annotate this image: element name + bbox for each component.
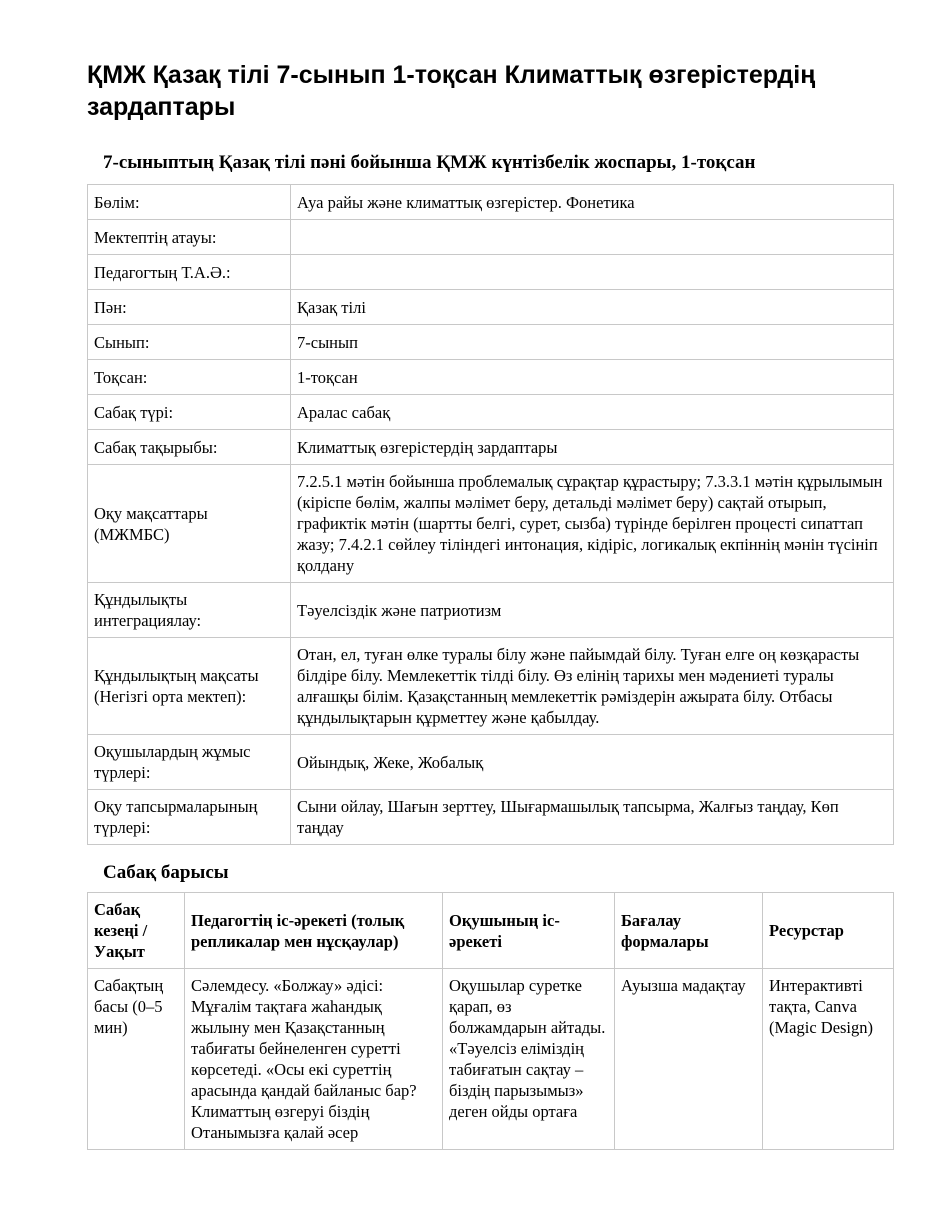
info-label: Құндылықтың мақсаты (Негізгі орта мектеп): <box>88 638 291 735</box>
table-cell: Оқушылар суретке қарап, өз болжамдарын айтады. «Тәуелсіз еліміздің табиғатын сақтау – біздің парызымыз» деген ойды ортаға <box>443 969 615 1150</box>
info-row <box>88 790 894 845</box>
info-value: Климаттық өзгерістердің зардаптары <box>291 430 894 465</box>
info-value: 7-сынып <box>291 325 894 360</box>
info-row <box>88 638 894 735</box>
document-page <box>87 0 893 1150</box>
column-header: Педагогтің іс-әрекеті (толық репликалар мен нұсқаулар) <box>185 893 443 969</box>
lesson-info-table <box>87 184 894 845</box>
plan-heading: 7-сыныптың Қазақ тілі пәні бойынша ҚМЖ күнтізбелік жоспары, 1-тоқсан <box>103 152 756 173</box>
info-value: Аралас сабақ <box>291 395 894 430</box>
info-value: Ауа райы және климаттық өзгерістер. Фонетика <box>291 185 894 220</box>
info-label: Сабақ тақырыбы: <box>88 430 291 465</box>
info-value: Тәуелсіздік және патриотизм <box>291 583 894 638</box>
info-label: Бөлім: <box>88 185 291 220</box>
info-row <box>88 185 894 220</box>
table-cell: Интерактивті тақта, Canva (Magic Design) <box>763 969 894 1150</box>
info-value: 7.2.5.1 мәтін бойынша проблемалық сұрақтар құрастыру; 7.3.3.1 мәтін құрылымын (кіріспе бөлім, жалпы мәлімет беру, детальді мәлімет беру) сақтай отырып, графиктік мәтін (шартты белгі, сурет, сызба) түрінде берілген процесті сипаттап жазу; 7.4.2.1 сөйлеу тіліндегі интонация, кідіріс, логикалық екпіннің мәнін түсініп қолдану <box>291 465 894 583</box>
info-row <box>88 360 894 395</box>
lesson-flow-heading: Сабақ барысы <box>103 862 229 883</box>
info-value: Ойындық, Жеке, Жобалық <box>291 735 894 790</box>
info-label: Құндылықты интеграциялау: <box>88 583 291 638</box>
info-label: Пән: <box>88 290 291 325</box>
info-label: Сынып: <box>88 325 291 360</box>
info-label: Педагогтың Т.А.Ә.: <box>88 255 291 290</box>
info-label: Тоқсан: <box>88 360 291 395</box>
lesson-flow-table <box>87 892 894 1150</box>
info-row <box>88 325 894 360</box>
info-row <box>88 290 894 325</box>
info-value: Қазақ тілі <box>291 290 894 325</box>
info-label: Оқу тапсырмаларының түрлері: <box>88 790 291 845</box>
document-title: ҚМЖ Қазақ тілі 7-сынып 1-тоқсан Климаттық өзгерістердің зардаптары <box>87 61 816 121</box>
table-cell: Ауызша мадақтау <box>615 969 763 1150</box>
info-label: Оқу мақсаттары (МЖМБС) <box>88 465 291 583</box>
info-row <box>88 255 894 290</box>
info-row <box>88 430 894 465</box>
table-cell: Сабақтың басы (0–5 мин) <box>88 969 185 1150</box>
table-cell: Сәлемдесу. «Болжау» әдісі: Мұғалім тақтаға жаһандық жылыну мен Қазақстанның табиғаты бейнеленген суретті көрсетеді. «Осы екі суреттің арасында қандай байланыс бар? Климаттың өзгеруі біздің Отанымызға қалай әсер <box>185 969 443 1150</box>
info-value: Отан, ел, туған өлке туралы білу және пайымдай білу. Туған елге оң көзқарасты білдіре білу. Мемлекеттік тілді білу. Өз елінің тарихы мен мәдениеті туралы алғашқы білім. Қазақстанның мемлекеттік рәміздерін ажырата білу. Отбасы құндылықтарын құрметтеу және қабылдау. <box>291 638 894 735</box>
info-row <box>88 583 894 638</box>
info-value: Сыни ойлау, Шағын зерттеу, Шығармашылық тапсырма, Жалғыз таңдау, Көп таңдау <box>291 790 894 845</box>
info-row <box>88 465 894 583</box>
info-row <box>88 395 894 430</box>
info-value <box>291 255 894 290</box>
info-label: Сабақ түрі: <box>88 395 291 430</box>
table-row <box>88 969 894 1150</box>
info-row <box>88 220 894 255</box>
column-header: Сабақ кезеңі / Уақыт <box>88 893 185 969</box>
column-header: Бағалау формалары <box>615 893 763 969</box>
info-label: Мектептің атауы: <box>88 220 291 255</box>
column-header: Оқушының іс-әрекеті <box>443 893 615 969</box>
table-header-row <box>88 893 894 969</box>
info-label: Оқушылардың жұмыс түрлері: <box>88 735 291 790</box>
info-row <box>88 735 894 790</box>
info-value <box>291 220 894 255</box>
column-header: Ресурстар <box>763 893 894 969</box>
info-value: 1-тоқсан <box>291 360 894 395</box>
